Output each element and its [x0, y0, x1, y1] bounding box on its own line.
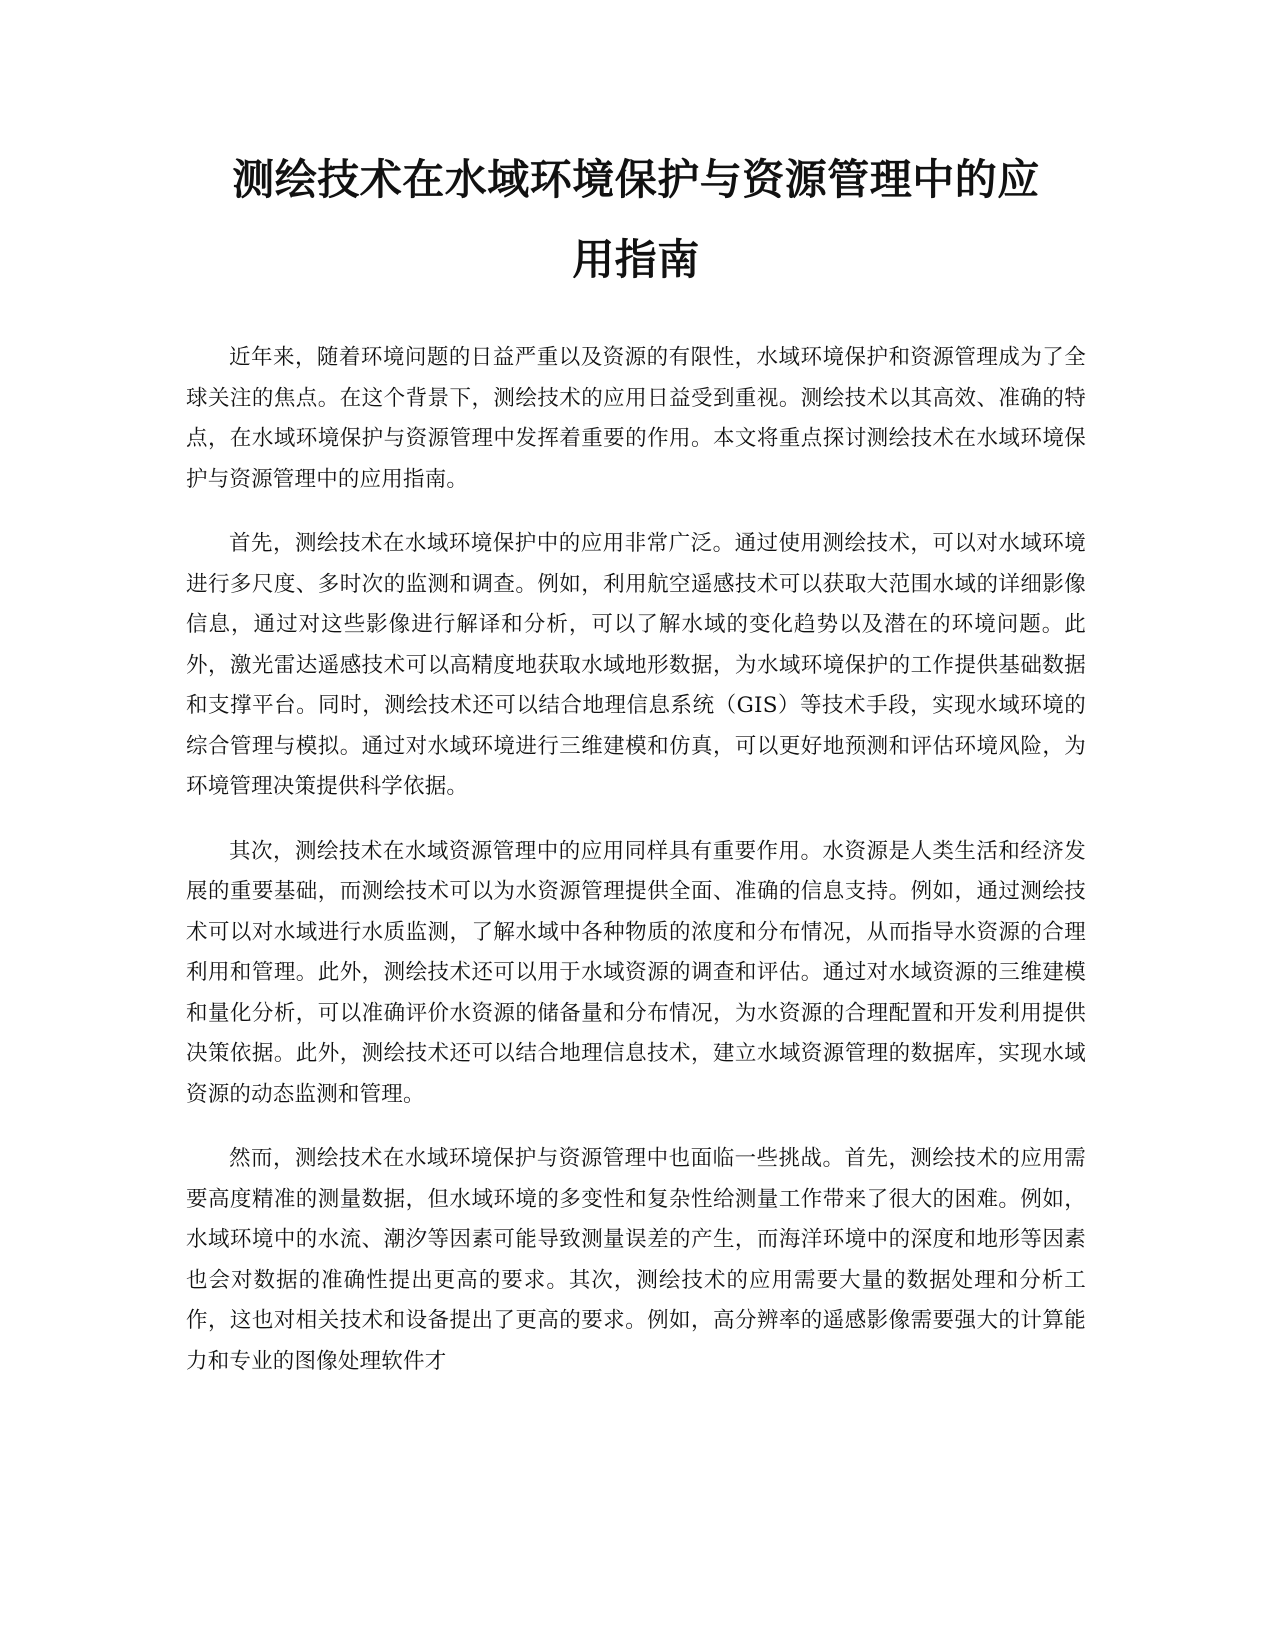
- paragraph-3: 其次，测绘技术在水域资源管理中的应用同样具有重要作用。水资源是人类生活和经济发展的重要基础，而测绘技术可以为水资源管理提供全面、准确的信息支持。例如，通过测绘技术可以对水域进行水质监测，了解水域中各种物质的浓度和分布情况，从而指导水资源的合理利用和管理。此外，测绘技术还可以用于水域资源的调查和评估。通过对水域资源的三维建模和量化分析，可以准确评价水资源的储备量和分布情况，为水资源的合理配置和开发利用提供决策依据。此外，测绘技术还可以结合地理信息技术，建立水域资源管理的数据库，实现水域资源的动态监测和管理。: [186, 838, 1086, 1107]
- document-page: [186, 140, 1086, 1406]
- document-body: [186, 338, 1086, 1382]
- title-line-1: 测绘技术在水域环境保护与资源管理中的应: [232, 155, 1040, 204]
- paragraph-4: 然而，测绘技术在水域环境保护与资源管理中也面临一些挑战。首先，测绘技术的应用需要高度精准的测量数据，但水域环境的多变性和复杂性给测量工作带来了很大的困难。例如，水域环境中的水流、潮汐等因素可能导致测量误差的产生，而海洋环境中的深度和地形等因素也会对数据的准确性提出更高的要求。其次，测绘技术的应用需要大量的数据处理和分析工作，这也对相关技术和设备提出了更高的要求。例如，高分辨率的遥感影像需要强大的计算能力和专业的图像处理软件才: [186, 1146, 1086, 1374]
- paragraph-1: 近年来，随着环境问题的日益严重以及资源的有限性，水域环境保护和资源管理成为了全球关注的焦点。在这个背景下，测绘技术的应用日益受到重视。测绘技术以其高效、准确的特点，在水域环境保护与资源管理中发挥着重要的作用。本文将重点探讨测绘技术在水域环境保护与资源管理中的应用指南。: [186, 345, 1086, 492]
- paragraph-2: 首先，测绘技术在水域环境保护中的应用非常广泛。通过使用测绘技术，可以对水域环境进行多尺度、多时次的监测和调查。例如，利用航空遥感技术可以获取大范围水域的详细影像信息，通过对这些影像进行解译和分析，可以了解水域的变化趋势以及潜在的环境问题。此外，激光雷达遥感技术可以高精度地获取水域地形数据，为水域环境保护的工作提供基础数据和支撑平台。同时，测绘技术还可以结合地理信息系统（GIS）等技术手段，实现水域环境的综合管理与模拟。通过对水域环境进行三维建模和仿真，可以更好地预测和评估环境风险，为环境管理决策提供科学依据。: [186, 531, 1086, 799]
- document-title: [186, 140, 1086, 300]
- title-line-2: 用指南: [572, 235, 700, 284]
